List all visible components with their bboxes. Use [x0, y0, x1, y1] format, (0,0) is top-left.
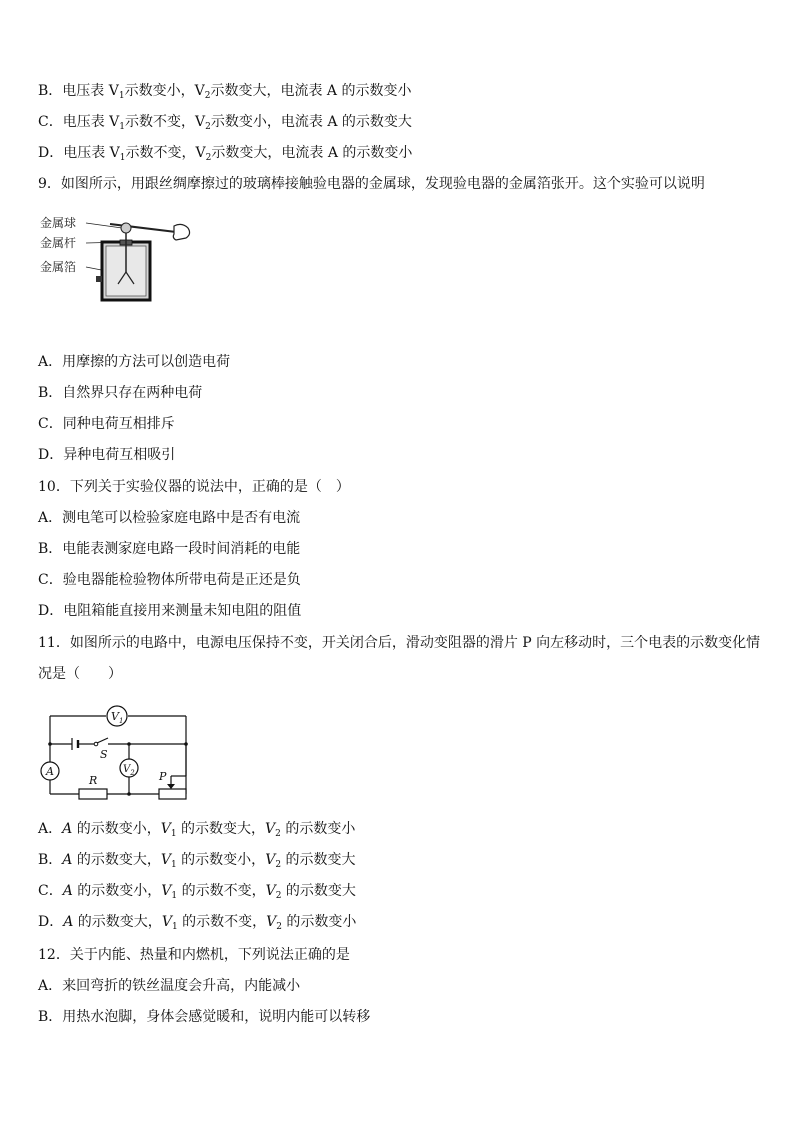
- q12-option-b: B．用热水泡脚，身体会感觉暖和，说明内能可以转移: [38, 1009, 371, 1025]
- q11-option-b: B．A 的示数变大，$V_1$ 的示数变小，$V_2$ 的示数变大: [38, 852, 356, 870]
- svg-text:P: P: [159, 770, 167, 783]
- label-metal-ball: 金属球: [40, 216, 77, 230]
- q10-option-d: D．电阻箱能直接用来测量未知电阻的阻值: [38, 603, 302, 619]
- q10-stem: 10．下列关于实验仪器的说法中，正确的是（ ）: [38, 479, 350, 495]
- metal-ball: [121, 223, 131, 233]
- svg-text:S: S: [100, 748, 108, 761]
- electroscope-figure: [38, 210, 198, 310]
- label-metal-rod: 金属杆: [40, 236, 77, 250]
- q8-option-b: B．电压表 $V_1$示数变小，$V_2$示数变大，电流表 A 的示数变小: [38, 83, 412, 101]
- svg-text:V1: $V_1$: [111, 710, 124, 725]
- q11-stem-line1: 11．如图所示的电路中，电源电压保持不变，开关闭合后，滑动变阻器的滑片 P 向左移动时，三个电表的示数变化情: [38, 635, 761, 651]
- svg-text:V2: $V_2$: [123, 764, 135, 777]
- q9-option-c: C．同种电荷互相排斥: [38, 416, 175, 432]
- hand-icon: [173, 224, 189, 240]
- q11-option-d: D．A 的示数变大，$V_1$ 的示数不变，$V_2$ 的示数变小: [38, 914, 357, 932]
- svg-text:R: R: [89, 774, 98, 787]
- circuit-figure: [38, 700, 198, 804]
- resistor-r: [79, 789, 107, 799]
- q11-stem-line2: 况是（ ）: [38, 666, 122, 682]
- q9-stem: 9．如图所示，用跟丝绸摩擦过的玻璃棒接触验电器的金属球，发现验电器的金属箔张开。这个实验可以说明: [38, 176, 705, 192]
- q10-option-a: A．测电笔可以检验家庭电路中是否有电流: [38, 510, 301, 526]
- label-metal-foil: 金属箔: [40, 260, 77, 274]
- q10-option-c: C．验电器能检验物体所带电荷是正还是负: [38, 572, 301, 588]
- svg-text:A: A: [46, 765, 54, 778]
- q9-option-b: B．自然界只存在两种电荷: [38, 385, 203, 401]
- rheostat: [159, 789, 186, 799]
- q12-stem: 12．关于内能、热量和内燃机，下列说法正确的是: [38, 947, 350, 963]
- q9-option-d: D．异种电荷互相吸引: [38, 447, 176, 463]
- q11-option-c: C．A 的示数变小，$V_1$ 的示数不变，$V_2$ 的示数变大: [38, 883, 356, 901]
- switch: [97, 738, 108, 743]
- q8-option-c: C．电压表 $V_1$示数不变，$V_2$示数变小，电流表 A 的示数变大: [38, 114, 412, 132]
- q12-option-a: A．来回弯折的铁丝温度会升高，内能减小: [38, 978, 301, 994]
- q11-option-a: A．A 的示数变小，$V_1$ 的示数变大，$V_2$ 的示数变小: [38, 821, 356, 839]
- q8-option-d: D．电压表 $V_1$示数不变，$V_2$示数变大，电流表 A 的示数变小: [38, 145, 413, 163]
- q10-option-b: B．电能表测家庭电路一段时间消耗的电能: [38, 541, 301, 557]
- q9-option-a: A．用摩擦的方法可以创造电荷: [38, 354, 231, 370]
